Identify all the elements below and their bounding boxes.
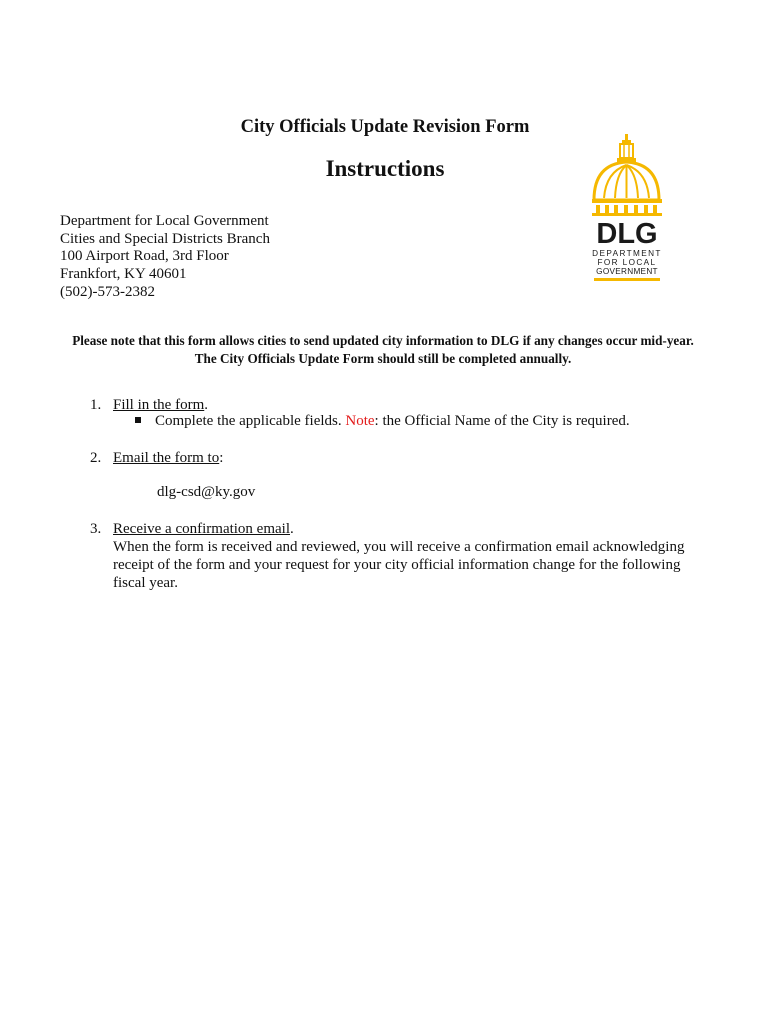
step-1-heading-suffix: . bbox=[204, 397, 208, 413]
step-1-bullet bbox=[135, 413, 630, 430]
step-3-heading-text: Receive a confirmation email bbox=[113, 521, 291, 537]
step-2-heading bbox=[113, 449, 223, 467]
note-label: Note bbox=[345, 413, 375, 429]
phone-number: (502)-573-2382 bbox=[60, 283, 155, 300]
city-state-zip: Frankfort, KY 40601 bbox=[60, 266, 187, 283]
bullet-text-pre: Complete the applicable fields. bbox=[155, 413, 346, 429]
step-2-heading-text: Email the form to bbox=[113, 450, 220, 466]
step-3-body: When the form is received and reviewed, you will receive a confirmation email acknowledging receipt of the form and your request for your city official information change for the following fiscal year. bbox=[113, 539, 685, 591]
notice-paragraph: Please note that this form allows cities to send updated city information to DLG if any changes occur mid-year. The City Officials Update Form should still be completed annually. bbox=[72, 333, 694, 366]
step-1-number: 1. bbox=[90, 397, 102, 413]
logo-subtitle-line-1: DEPARTMENT bbox=[592, 249, 662, 258]
step-3-heading-suffix: . bbox=[290, 521, 294, 537]
street-address: 100 Airport Road, 3rd Floor bbox=[60, 248, 229, 265]
address-block bbox=[60, 213, 270, 302]
instructions-heading: Instructions bbox=[325, 156, 445, 181]
capitol-dome-icon bbox=[588, 132, 666, 282]
step-3-heading bbox=[113, 520, 294, 538]
step-2-heading-suffix: : bbox=[219, 450, 224, 466]
department-name: Department for Local Government bbox=[60, 213, 269, 229]
step-2 bbox=[0, 449, 770, 469]
square-bullet-icon bbox=[135, 417, 141, 423]
step-3 bbox=[0, 520, 770, 540]
step-2-number: 2. bbox=[90, 450, 102, 466]
step-1-heading-text: Fill in the form bbox=[113, 397, 205, 413]
bullet-text-post: : the Official Name of the City is required. bbox=[374, 413, 630, 429]
email-address[interactable]: dlg-csd@ky.gov bbox=[157, 484, 256, 500]
logo-wordmark: DLG bbox=[596, 218, 658, 250]
logo-subtitle-line-3: GOVERNMENT bbox=[596, 267, 658, 276]
logo-subtitle-line-2: FOR LOCAL bbox=[597, 258, 657, 267]
step-3-number: 3. bbox=[90, 521, 102, 537]
dlg-logo bbox=[588, 132, 666, 282]
branch-name: Cities and Special Districts Branch bbox=[60, 230, 270, 247]
step-1-heading bbox=[113, 396, 208, 414]
form-title: City Officials Update Revision Form bbox=[240, 117, 530, 137]
